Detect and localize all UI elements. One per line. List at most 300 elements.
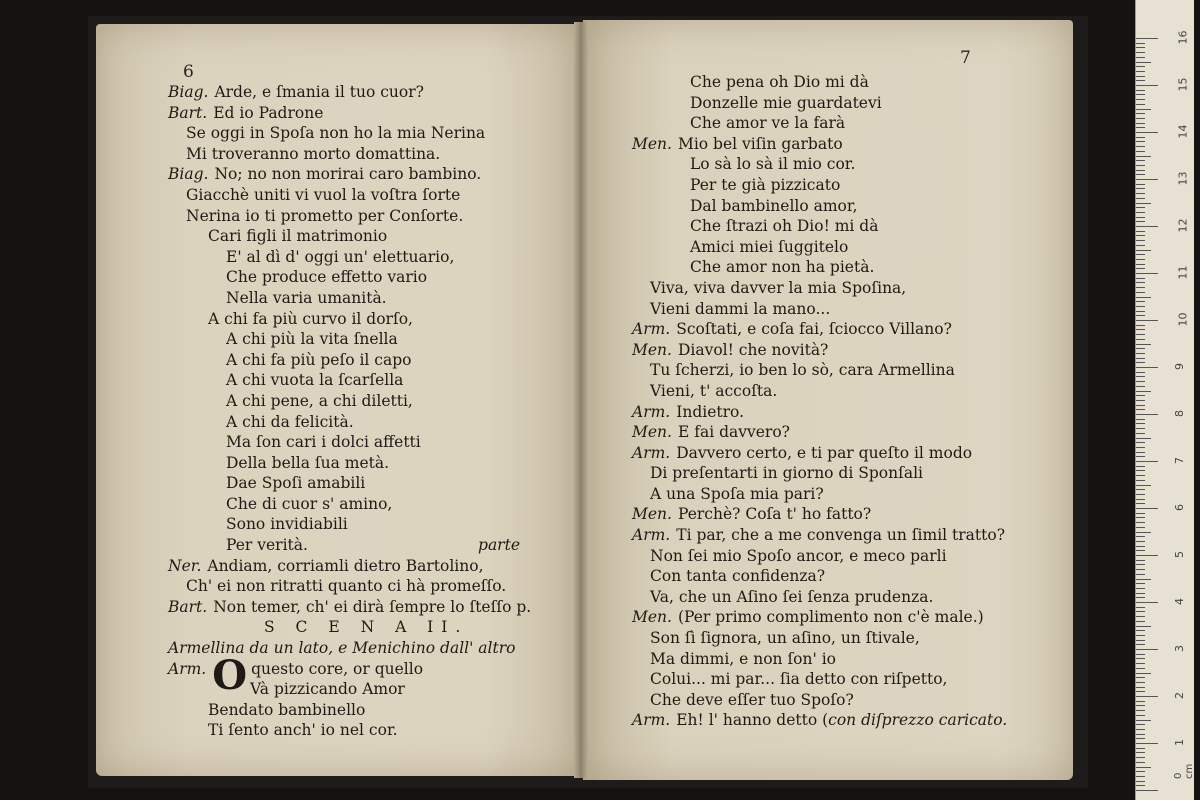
ruler-tick xyxy=(1136,278,1145,279)
ruler-unit-label: 0 cm xyxy=(1173,763,1195,779)
ruler-tick xyxy=(1136,62,1151,63)
ruler-tick xyxy=(1136,104,1145,105)
line-text: Se oggi in Spoſa non ho la mia Nerina xyxy=(186,124,486,143)
speaker-label: Ner. xyxy=(168,556,202,575)
text-line xyxy=(168,391,568,412)
ruler-tick xyxy=(1136,109,1151,110)
ruler-tick xyxy=(1136,348,1145,349)
text-line xyxy=(632,649,1068,670)
text-line xyxy=(168,144,568,165)
line-text: (Per primo complimento non c'è male.) xyxy=(677,608,984,627)
ruler-tick xyxy=(1136,315,1145,316)
ruler-tick xyxy=(1136,264,1145,265)
ruler-tick xyxy=(1136,409,1145,410)
ruler-number: 2 xyxy=(1173,692,1186,699)
line-text: Che produce effetto vario xyxy=(226,268,428,287)
ruler-tick xyxy=(1136,428,1145,429)
speaker-label: Bart. xyxy=(168,103,208,122)
text-line xyxy=(632,628,1068,649)
text-line xyxy=(168,720,568,741)
text-line xyxy=(632,525,1068,546)
ruler-tick xyxy=(1136,141,1145,142)
ruler-tick xyxy=(1136,170,1145,171)
ruler-number: 8 xyxy=(1173,410,1186,417)
ruler-tick xyxy=(1136,372,1145,373)
ruler-tick xyxy=(1136,550,1145,551)
ruler-tick xyxy=(1136,696,1158,697)
ruler-number: 14 xyxy=(1176,124,1190,139)
ruler-tick xyxy=(1136,80,1145,81)
ruler-tick xyxy=(1136,118,1145,119)
ruler-tick xyxy=(1136,90,1145,91)
text-line xyxy=(632,566,1068,587)
text-line xyxy=(168,432,568,453)
ruler-tick xyxy=(1136,748,1145,749)
ruler-tick xyxy=(1136,306,1145,307)
ruler-tick xyxy=(1136,320,1158,321)
ruler-tick xyxy=(1136,52,1145,53)
ruler-tick xyxy=(1136,334,1145,335)
line-text: Che amor non ha pietà. xyxy=(690,258,875,277)
line-text: Con tanta confidenza? xyxy=(650,567,826,586)
ruler-tick xyxy=(1136,423,1145,424)
ruler-tick xyxy=(1136,663,1145,664)
ruler-tick xyxy=(1136,593,1145,594)
text-line xyxy=(632,154,1068,175)
ruler-tick xyxy=(1136,616,1145,617)
page-number-right: 7 xyxy=(960,48,971,68)
ruler-tick xyxy=(1136,297,1151,298)
ruler-tick xyxy=(1136,621,1145,622)
ruler-tick xyxy=(1136,287,1145,288)
text-line xyxy=(632,669,1068,690)
line-text: A chi più la vita ſnella xyxy=(226,330,398,349)
line-text: A chi fa più curvo il dorſo, xyxy=(208,309,413,328)
ruler-tick xyxy=(1136,738,1145,739)
ruler-tick xyxy=(1136,560,1145,561)
ruler-tick xyxy=(1136,710,1145,711)
text-line xyxy=(632,546,1068,567)
text-line xyxy=(632,381,1068,402)
line-text: Mio bel viſin garbato xyxy=(677,134,843,153)
text-line xyxy=(168,700,568,721)
line-text: Ti par, che a me convenga un ſimil tratto? xyxy=(676,526,1006,545)
ruler-tick xyxy=(1136,160,1145,161)
text-line xyxy=(632,319,1068,340)
ruler-tick xyxy=(1136,419,1145,420)
text-line xyxy=(168,103,568,124)
stage-direction: con diſprezzo caricato. xyxy=(828,711,1008,730)
ruler-tick xyxy=(1136,193,1145,194)
ruler-tick xyxy=(1136,691,1145,692)
ruler-tick xyxy=(1136,329,1145,330)
text-line xyxy=(632,710,1068,731)
ruler-tick xyxy=(1136,602,1158,603)
ruler-tick xyxy=(1136,212,1145,213)
ruler-tick xyxy=(1136,701,1145,702)
ruler-tick xyxy=(1136,207,1145,208)
text-line xyxy=(168,370,568,391)
line-text: Per verità. xyxy=(226,536,308,555)
ruler-tick xyxy=(1136,705,1145,706)
line-text: Per te già pizzicato xyxy=(690,175,841,194)
ruler-tick xyxy=(1136,574,1145,575)
line-text: Viva, viva davver la mia Spoſina, xyxy=(650,278,907,297)
line-text: Davvero certo, e ti par queſto il modo xyxy=(676,443,973,462)
line-text: questo core, or quello xyxy=(251,659,424,678)
text-line xyxy=(632,587,1068,608)
ruler-tick xyxy=(1136,485,1151,486)
ruler-number: 5 xyxy=(1173,551,1186,558)
ruler-tick xyxy=(1136,447,1145,448)
ruler-tick xyxy=(1136,668,1145,669)
speaker-label: Men. xyxy=(632,340,672,359)
ruler-tick xyxy=(1136,677,1145,678)
line-text: Arde, e ſmania il tuo cuor? xyxy=(214,83,424,101)
speaker-label: Arm. xyxy=(632,526,671,545)
ruler-tick xyxy=(1136,433,1145,434)
ruler-tick xyxy=(1136,640,1145,641)
line-text: Donzelle mie guardatevi xyxy=(690,93,882,112)
ruler-tick xyxy=(1136,734,1145,735)
ruler-tick xyxy=(1136,254,1145,255)
text-line xyxy=(632,422,1068,443)
line-text: Non temer, ch' ei dirà ſempre lo ſteſſo p. xyxy=(213,597,532,616)
line-text: Ma dimmi, e non ſon' io xyxy=(650,649,836,668)
line-text: No; no non morirai caro bambino. xyxy=(214,165,482,184)
ruler-tick xyxy=(1136,546,1145,547)
stage-direction: parte xyxy=(478,536,520,555)
ruler-number: 12 xyxy=(1176,218,1190,233)
ruler-tick xyxy=(1136,532,1151,533)
ruler-tick xyxy=(1136,583,1145,584)
ruler-tick xyxy=(1136,38,1158,39)
line-text: Dae Spoſi amabili xyxy=(226,474,366,493)
ruler-tick xyxy=(1136,391,1151,392)
ruler-number: 3 xyxy=(1173,645,1186,652)
line-text: Amici miei ſuggitelo xyxy=(690,237,849,256)
text-line xyxy=(168,617,568,638)
ruler-number: 11 xyxy=(1176,265,1190,280)
ruler-tick xyxy=(1136,137,1145,138)
ruler-tick xyxy=(1136,475,1145,476)
ruler-tick xyxy=(1136,752,1145,753)
line-text: Eh! l' hanno detto ( xyxy=(676,711,829,730)
ruler-tick xyxy=(1136,607,1145,608)
book-gutter xyxy=(574,22,588,778)
line-text: Scoſtati, e coſa fai, ſciocco Villano? xyxy=(676,320,952,339)
line-text: Andiam, corriamli dietro Bartolino, xyxy=(207,556,484,575)
text-line xyxy=(168,206,568,227)
ruler-tick xyxy=(1136,381,1145,382)
line-text: Ma ſon cari i dolci affetti xyxy=(226,433,421,452)
ruler-tick xyxy=(1136,71,1145,72)
ruler-tick xyxy=(1136,438,1151,439)
ruler-tick xyxy=(1136,414,1158,415)
ruler-tick xyxy=(1136,757,1145,758)
ruler-tick xyxy=(1136,743,1158,744)
ruler-tick xyxy=(1136,198,1145,199)
text-line xyxy=(632,299,1068,320)
ruler-tick xyxy=(1136,179,1158,180)
text-line xyxy=(168,164,568,185)
text-line xyxy=(632,278,1068,299)
line-text: Che amor ve la farà xyxy=(690,114,846,133)
ruler-tick xyxy=(1136,611,1145,612)
ruler-tick xyxy=(1136,217,1145,218)
text-line xyxy=(632,72,1068,93)
ruler-tick xyxy=(1136,301,1145,302)
text-line xyxy=(632,360,1068,381)
line-text: S C E N A II. xyxy=(264,618,469,637)
text-line xyxy=(168,123,568,144)
ruler-tick xyxy=(1136,231,1145,232)
line-text: A una Spoſa mia pari? xyxy=(650,484,824,503)
line-text: Che pena oh Dio mi dà xyxy=(690,73,869,91)
ruler-tick xyxy=(1136,508,1158,509)
ruler-tick xyxy=(1136,536,1145,537)
ruler-tick xyxy=(1136,57,1145,58)
ruler-tick xyxy=(1136,654,1145,655)
line-text: Bendato bambinello xyxy=(208,700,366,719)
ruler-tick xyxy=(1136,658,1145,659)
ruler-tick xyxy=(1136,630,1145,631)
ruler-tick xyxy=(1136,644,1145,645)
speaker-label: Biag. xyxy=(168,165,209,184)
text-line xyxy=(632,93,1068,114)
text-line xyxy=(632,402,1068,423)
ruler-number: 7 xyxy=(1173,457,1186,464)
ruler-tick xyxy=(1136,85,1158,86)
right-page-text xyxy=(632,72,1068,731)
ruler-tick xyxy=(1136,235,1145,236)
ruler-number: 16 xyxy=(1176,30,1190,45)
ruler-tick xyxy=(1136,527,1145,528)
line-text: Dal bambinello amor, xyxy=(690,196,858,215)
ruler-tick xyxy=(1136,188,1145,189)
line-text: Ch' ei non ritratti quanto ci hà promeſſo. xyxy=(186,577,507,596)
line-text: Vieni dammi la mano... xyxy=(650,299,831,318)
line-text: Ed io Padrone xyxy=(213,103,324,122)
ruler-tick xyxy=(1136,466,1145,467)
text-line xyxy=(168,597,568,618)
ruler-tick xyxy=(1136,541,1145,542)
speaker-label: Arm. xyxy=(632,402,671,421)
line-text: Son ſì ſignora, un aſino, un ſtivale, xyxy=(650,629,920,648)
text-line xyxy=(168,82,568,103)
ruler-tick xyxy=(1136,400,1145,401)
line-text: A chi da felicità. xyxy=(226,412,354,431)
measuring-ruler xyxy=(1135,0,1194,800)
line-text: Non ſei mio Spoſo ancor, e meco parli xyxy=(650,546,947,565)
line-text: Della bella ſua metà. xyxy=(226,453,390,472)
text-line xyxy=(168,412,568,433)
ruler-tick xyxy=(1136,456,1145,457)
text-line xyxy=(168,535,568,556)
speaker-label: Men. xyxy=(632,423,672,442)
ruler-tick xyxy=(1136,715,1145,716)
ruler-tick xyxy=(1136,649,1158,650)
line-text: Indietro. xyxy=(676,402,745,421)
text-line xyxy=(168,329,568,350)
ruler-number: 4 xyxy=(1173,598,1186,605)
ruler-tick xyxy=(1136,442,1145,443)
line-text: Nella varia umanità. xyxy=(226,288,387,307)
line-text: E fai davvero? xyxy=(677,423,790,442)
ruler-tick xyxy=(1136,132,1158,133)
ruler-tick xyxy=(1136,489,1145,490)
ruler-tick xyxy=(1136,203,1151,204)
ruler-tick xyxy=(1136,292,1145,293)
ruler-tick xyxy=(1136,339,1145,340)
text-line xyxy=(168,350,568,371)
ruler-tick xyxy=(1136,353,1145,354)
ruler-tick xyxy=(1136,156,1151,157)
text-line xyxy=(168,247,568,268)
ruler-tick xyxy=(1136,480,1145,481)
left-page-text xyxy=(168,82,568,741)
line-text: Nerina io ti prometto per Conſorte. xyxy=(186,206,464,225)
ruler-tick xyxy=(1136,503,1145,504)
text-line xyxy=(632,484,1068,505)
ruler-tick xyxy=(1136,250,1151,251)
line-text: Mi troveranno morto domattina. xyxy=(186,144,441,163)
ruler-tick xyxy=(1136,43,1145,44)
ruler-tick xyxy=(1136,405,1145,406)
speaker-label: Men. xyxy=(632,134,672,153)
ruler-tick xyxy=(1136,362,1145,363)
ruler-tick xyxy=(1136,517,1145,518)
ruler-tick xyxy=(1136,687,1145,688)
text-line xyxy=(168,473,568,494)
ruler-number: 10 xyxy=(1176,312,1190,327)
text-line xyxy=(632,607,1068,628)
ruler-tick xyxy=(1136,724,1145,725)
line-text: E' al dì d' oggi un' elettuario, xyxy=(226,247,455,266)
ruler-number: 15 xyxy=(1176,77,1190,92)
ruler-tick xyxy=(1136,151,1145,152)
text-line xyxy=(168,309,568,330)
text-line xyxy=(168,226,568,247)
ruler-tick xyxy=(1136,367,1158,368)
text-line xyxy=(168,494,568,515)
line-text: Che deve eſſer tuo Spoſo? xyxy=(650,690,854,709)
ruler-tick xyxy=(1136,729,1145,730)
ruler-tick xyxy=(1136,513,1145,514)
speaker-label: Arm. xyxy=(632,711,671,730)
ruler-tick xyxy=(1136,499,1145,500)
line-text: Diavol! che novità? xyxy=(677,340,829,359)
text-line xyxy=(632,113,1068,134)
ruler-tick xyxy=(1136,325,1145,326)
text-line xyxy=(168,267,568,288)
ruler-tick xyxy=(1136,635,1145,636)
line-text: A chi pene, a chi diletti, xyxy=(226,391,413,410)
line-text: A chi vuota la ſcarſella xyxy=(226,371,404,390)
line-text: Colui... mi par... ſia detto con riſpetto, xyxy=(650,670,948,689)
speaker-label: Men. xyxy=(632,608,672,627)
ruler-number: 1 xyxy=(1173,739,1186,746)
ruler-tick xyxy=(1136,673,1151,674)
line-text: Sono invidiabili xyxy=(226,515,348,534)
ruler-tick xyxy=(1136,268,1145,269)
ruler-tick xyxy=(1136,470,1145,471)
ruler-tick xyxy=(1136,127,1145,128)
ruler-number: 13 xyxy=(1176,171,1190,186)
ruler-tick xyxy=(1136,311,1145,312)
line-text: A chi fa più peſo il capo xyxy=(226,350,412,369)
ruler-tick xyxy=(1136,790,1158,791)
ruler-tick xyxy=(1136,123,1145,124)
ruler-tick xyxy=(1136,66,1145,67)
text-line xyxy=(168,453,568,474)
line-text: Và pizzicando Amor xyxy=(250,680,405,699)
ruler-tick xyxy=(1136,767,1151,768)
text-line xyxy=(632,690,1068,711)
ruler-tick xyxy=(1136,358,1145,359)
text-line xyxy=(168,576,568,597)
ruler-tick xyxy=(1136,395,1145,396)
text-line xyxy=(632,237,1068,258)
speaker-label: Arm. xyxy=(632,320,671,339)
ruler-tick xyxy=(1136,273,1158,274)
text-line xyxy=(632,257,1068,278)
text-line xyxy=(168,514,568,535)
text-line xyxy=(632,134,1068,155)
ruler-tick xyxy=(1136,785,1145,786)
ruler-tick xyxy=(1136,588,1145,589)
text-line xyxy=(632,463,1068,484)
ruler-tick xyxy=(1136,76,1145,77)
speaker-label: Men. xyxy=(632,505,672,524)
line-text: Giacchè uniti vi vuol la voſtra ſorte xyxy=(186,185,461,204)
text-line xyxy=(632,340,1068,361)
line-text: Che ſtrazi oh Dio! mi dà xyxy=(690,217,879,236)
text-line xyxy=(168,185,568,206)
line-text: Perchè? Coſa t' ho fatto? xyxy=(677,505,872,524)
ruler-tick xyxy=(1136,259,1145,260)
ruler-tick xyxy=(1136,720,1151,721)
ruler-tick xyxy=(1136,146,1145,147)
ruler-tick xyxy=(1136,682,1145,683)
ruler-tick xyxy=(1136,184,1145,185)
ruler-tick xyxy=(1136,522,1145,523)
ruler-number: 6 xyxy=(1173,504,1186,511)
line-text: Tu ſcherzi, io ben lo sò, cara Armellina xyxy=(650,361,955,380)
ruler-tick xyxy=(1136,564,1145,565)
line-text: Vieni, t' accoſta. xyxy=(650,381,778,400)
ruler-tick xyxy=(1136,174,1145,175)
speaker-label: Biag. xyxy=(168,83,209,101)
ruler-tick xyxy=(1136,245,1145,246)
line-text: Cari figli il matrimonio xyxy=(208,227,388,246)
text-line xyxy=(632,196,1068,217)
text-line xyxy=(168,556,568,577)
ruler-tick xyxy=(1136,579,1151,580)
ruler-tick xyxy=(1136,344,1151,345)
line-text: Armellina da un lato, e Menichino dall' altro xyxy=(168,639,516,658)
line-text: Che di cuor s' amino, xyxy=(226,494,393,513)
ruler-number: 9 xyxy=(1173,363,1186,370)
line-text: Lo sà lo sà il mio cor. xyxy=(690,155,856,174)
ruler-tick xyxy=(1136,282,1145,283)
ruler-tick xyxy=(1136,240,1145,241)
ruler-tick xyxy=(1136,99,1145,100)
drop-cap: O xyxy=(212,651,248,699)
ruler-tick xyxy=(1136,165,1145,166)
speaker-label: Bart. xyxy=(168,597,208,616)
text-line xyxy=(632,216,1068,237)
